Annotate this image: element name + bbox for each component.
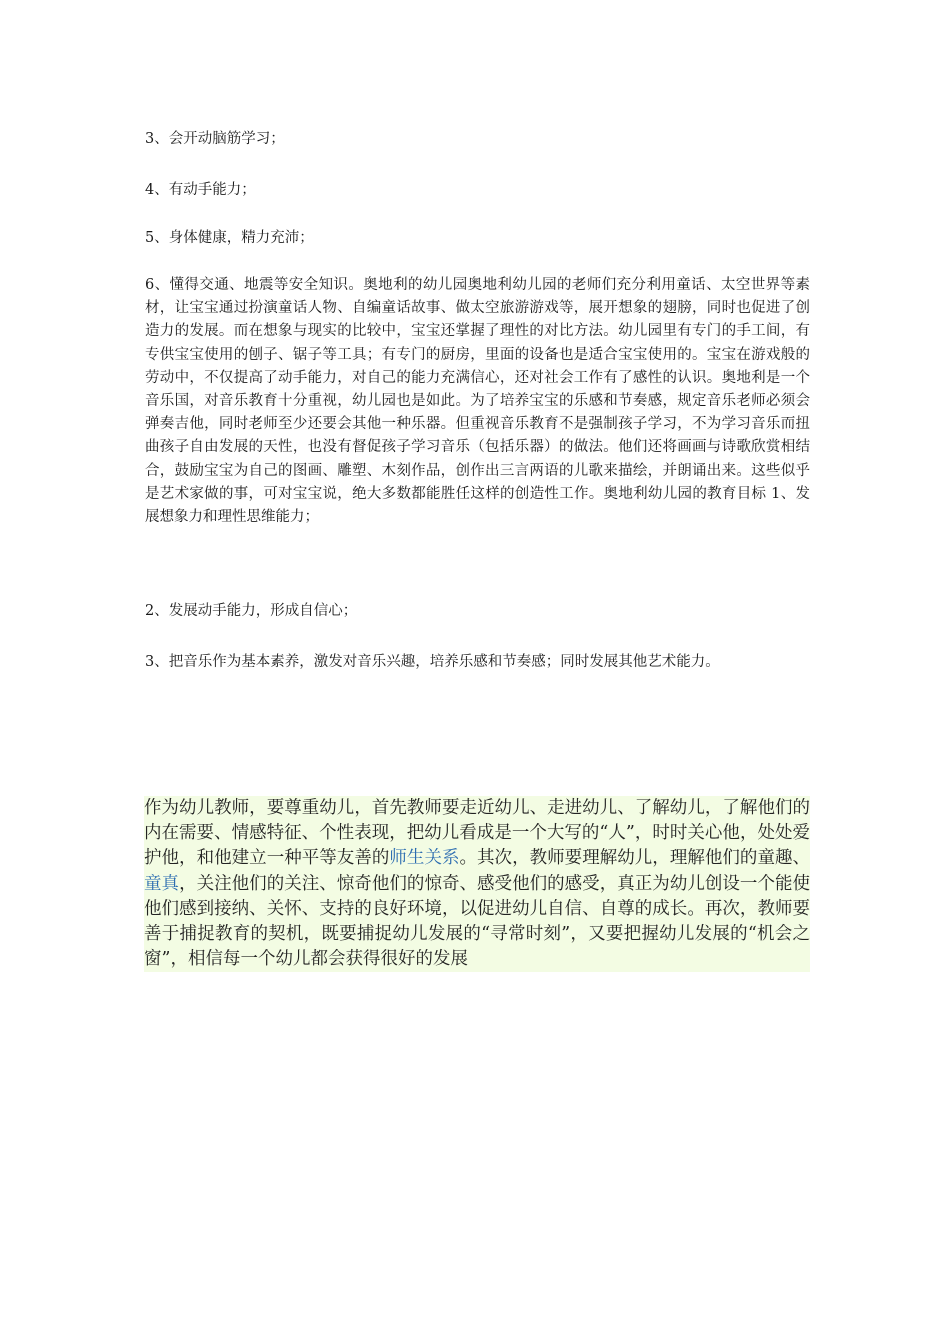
childlike-innocence-link[interactable]: 童真 (144, 873, 180, 894)
highlight-text-part3: ，关注他们的关注、惊奇他们的惊奇、感受他们的感受，真正为幼儿创设一个能使他们感到接纳、关怀、支持的良好环境，以促进幼儿自信、自尊的成长。再次，教师要善于捕捉教育的契机，既要捕捉幼儿发展的“寻常时刻”，又要把握幼儿发展的“机会之窗”，相信每一个幼儿都会获得很好的发展 (144, 873, 811, 970)
highlight-text-part1: 作为幼儿教师，要尊重幼儿，首先教师要走近幼儿、走进幼儿、了解幼儿，了解他们的内在需要、情感特征、个性表现，把幼儿看成是一个大写的“人”，时时关心他，处处爱护他，和他建立一种平等友善的 (144, 798, 810, 869)
highlight-text-part2: 。其次，教师要理解幼儿，理解他们的童趣、 (459, 848, 811, 869)
teacher-respect-highlight (144, 796, 810, 972)
goal-item-3: 3、把音乐作为基本素养，激发对音乐兴趣，培养乐感和节奏感；同时发展其他艺术能力。 (145, 654, 720, 670)
list-item-4: 4、有动手能力； (145, 182, 256, 198)
austria-kindergarten-paragraph: 6、懂得交通、地震等安全知识。奥地利的幼儿园奥地利幼儿园的老师们充分利用童话、太空世界等素材，让宝宝通过扮演童话人物、自编童话故事、做太空旅游游戏等，展开想象的翅膀，同时也促进了创造力的发展。而在想象与现实的比较中，宝宝还掌握了理性的对比方法。幼儿园里有专门的手工间，有专供宝宝使用的刨子、锯子等工具；有专门的厨房，里面的设备也是适合宝宝使用的。宝宝在游戏般的劳动中，不仅提高了动手能力，对自己的能力充满信心，还对社会工作有了感性的认识。奥地利是一个音乐国，对音乐教育十分重视，幼儿园也是如此。为了培养宝宝的乐感和节奏感，规定音乐老师必须会弹奏吉他，同时老师至少还要会其他一种乐器。但重视音乐教育不是强制孩子学习，不为学习音乐而扭曲孩子自由发展的天性，也没有督促孩子学习音乐（包括乐器）的做法。他们还将画画与诗歌欣赏相结合，鼓励宝宝为自己的图画、雕塑、木刻作品，创作出三言两语的儿歌来描绘，并朗诵出来。这些似乎是艺术家做的事，可对宝宝说，绝大多数都能胜任这样的创造性工作。奥地利幼儿园的教育目标 1、发展想象力和理性思维能力； (145, 277, 810, 526)
list-item-3: 3、会开动脑筋学习； (145, 131, 285, 147)
list-item-5: 5、身体健康，精力充沛； (145, 230, 314, 246)
goal-item-2: 2、发展动手能力，形成自信心； (145, 603, 358, 619)
teacher-student-relationship-link[interactable]: 师生关系 (389, 848, 460, 869)
